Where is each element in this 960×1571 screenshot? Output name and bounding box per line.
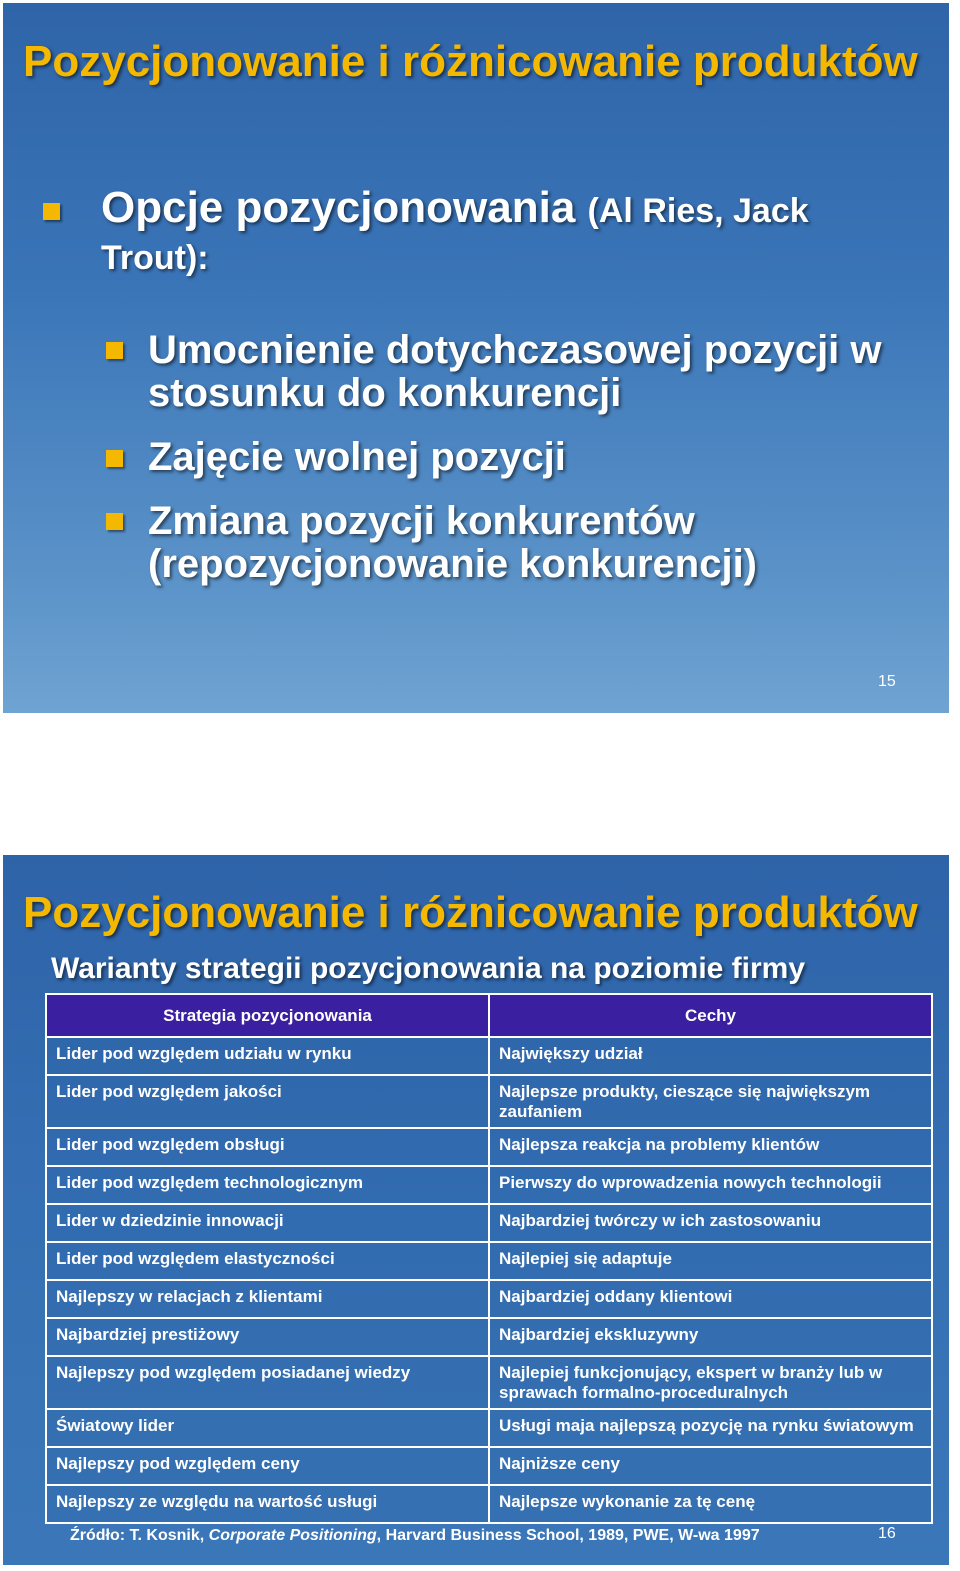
table-header-row bbox=[46, 994, 932, 1037]
feature-cell: Pierwszy do wprowadzenia nowych technologii bbox=[489, 1166, 932, 1204]
slide-title: Pozycjonowanie i różnicowanie produktów bbox=[23, 37, 918, 86]
feature-cell: Największy udział bbox=[489, 1037, 932, 1075]
table-row bbox=[46, 1128, 932, 1166]
feature-cell: Najlepsze wykonanie za tę cenę bbox=[489, 1485, 932, 1523]
table-row bbox=[46, 1075, 932, 1128]
source-citation bbox=[70, 1527, 760, 1545]
source-work-title: Corporate Positioning bbox=[208, 1527, 377, 1544]
sub-bullet-2: Zajęcie wolnej pozycji bbox=[148, 435, 566, 479]
bullet-square-icon bbox=[106, 450, 123, 467]
strategy-cell: Lider pod względem technologicznym bbox=[46, 1166, 489, 1204]
source-prefix: Źródło: T. Kosnik, bbox=[70, 1527, 209, 1544]
feature-cell: Najlepiej funkcjonujący, ekspert w branży lub w sprawach formalno-proceduralnych bbox=[489, 1356, 932, 1409]
table-row bbox=[46, 1280, 932, 1318]
table-row bbox=[46, 1242, 932, 1280]
feature-cell: Najbardziej ekskluzywny bbox=[489, 1318, 932, 1356]
strategy-cell: Najlepszy pod względem ceny bbox=[46, 1447, 489, 1485]
feature-cell: Najlepsza reakcja na problemy klientów bbox=[489, 1128, 932, 1166]
table-row bbox=[46, 1318, 932, 1356]
bullet-square-icon bbox=[106, 342, 123, 359]
feature-cell: Najniższe ceny bbox=[489, 1447, 932, 1485]
column-header-strategy: Strategia pozycjonowania bbox=[46, 994, 489, 1037]
strategy-cell: Światowy lider bbox=[46, 1409, 489, 1447]
page-number: 15 bbox=[878, 673, 896, 690]
positioning-strategy-table bbox=[45, 993, 933, 1524]
strategy-cell: Lider pod względem udziału w rynku bbox=[46, 1037, 489, 1075]
feature-cell: Najbardziej twórczy w ich zastosowaniu bbox=[489, 1204, 932, 1242]
slide-16 bbox=[3, 855, 949, 1565]
sub-bullet-1: Umocnienie dotychczasowej pozycji w stosunku do konkurencji bbox=[148, 328, 882, 415]
slide-subtitle: Warianty strategii pozycjonowania na poziomie firmy bbox=[51, 952, 806, 985]
table-row bbox=[46, 1356, 932, 1409]
strategy-cell: Najlepszy ze względu na wartość usługi bbox=[46, 1485, 489, 1523]
main-bullet-source: (Al Ries, Jack Trout): bbox=[101, 192, 809, 277]
slide-title: Pozycjonowanie i różnicowanie produktów bbox=[23, 888, 918, 937]
page-number: 16 bbox=[878, 1525, 896, 1542]
slide-15 bbox=[3, 3, 949, 713]
feature-cell: Najbardziej oddany klientowi bbox=[489, 1280, 932, 1318]
main-bullet-text: Opcje pozycjonowania bbox=[101, 183, 576, 232]
bullet-square-icon bbox=[106, 513, 123, 530]
strategy-cell: Najlepszy w relacjach z klientami bbox=[46, 1280, 489, 1318]
feature-cell: Usługi maja najlepszą pozycję na rynku światowym bbox=[489, 1409, 932, 1447]
sub-bullet-3: Zmiana pozycji konkurentów (repozycjonowanie konkurencji) bbox=[148, 499, 758, 586]
column-header-features: Cechy bbox=[489, 994, 932, 1037]
strategy-cell: Lider pod względem elastyczności bbox=[46, 1242, 489, 1280]
strategy-cell: Lider pod względem obsługi bbox=[46, 1128, 489, 1166]
source-suffix: , Harvard Business School, 1989, PWE, W-wa 1997 bbox=[376, 1527, 760, 1544]
feature-cell: Najlepiej się adaptuje bbox=[489, 1242, 932, 1280]
main-bullet bbox=[101, 183, 901, 280]
table-row bbox=[46, 1166, 932, 1204]
table-row bbox=[46, 1447, 932, 1485]
table-row bbox=[46, 1485, 932, 1523]
table-row bbox=[46, 1037, 932, 1075]
table-row bbox=[46, 1409, 932, 1447]
strategy-cell: Najbardziej prestiżowy bbox=[46, 1318, 489, 1356]
strategy-cell: Lider pod względem jakości bbox=[46, 1075, 489, 1128]
strategy-cell: Lider w dziedzinie innowacji bbox=[46, 1204, 489, 1242]
feature-cell: Najlepsze produkty, cieszące się największym zaufaniem bbox=[489, 1075, 932, 1128]
strategy-cell: Najlepszy pod względem posiadanej wiedzy bbox=[46, 1356, 489, 1409]
bullet-square-icon bbox=[43, 203, 60, 220]
table-row bbox=[46, 1204, 932, 1242]
